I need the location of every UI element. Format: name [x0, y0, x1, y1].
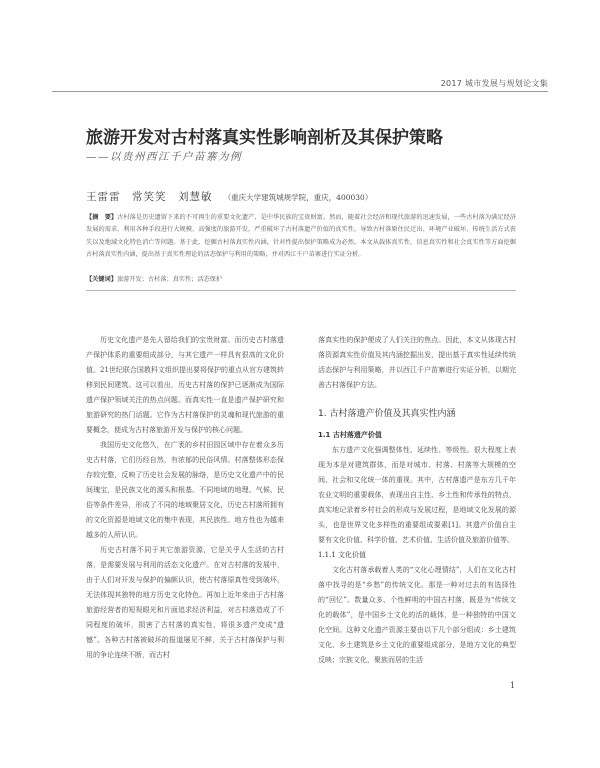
abstract-divider: [86, 290, 516, 291]
page-number: 1: [510, 681, 516, 690]
paper-title: 旅游开发对古村落真实性影响剖析及其保护策略: [86, 128, 443, 148]
body-paragraph: 历史古村落不同于其它旅游资源，它是关乎人生活的古村落，是需要发展与利用的活态文化遗产。在对古村落的发展中，由于人们对开发与保护的偏颇认识，使古村落原真性受到破坏，无法体现其独特的地方历史文化特色。再加上近年来由于古村落旅游经营者的短视眼光和片面追求经济利益，对古村落造成了不同程度的破坏，损害了古村落的真实性，将很多遗产变成“遗憾”。各种古村落被破坏的报道屡见不鲜，关于古村落保护与利用的争论连续不断，而古村: [86, 546, 284, 659]
author-affiliation: （重庆大学建筑城规学院，重庆，400030）: [223, 193, 373, 202]
body-column-right: [318, 333, 516, 668]
abstract: [86, 212, 516, 261]
keywords-text: 旅游开发；古村落；真实性；活态保护: [116, 276, 223, 283]
keywords-label: 【关键词】: [86, 276, 117, 283]
section-heading: 1. 古村落遗产价值及其真实性内涵: [318, 409, 456, 419]
running-header: [52, 79, 548, 92]
subsection-heading: 1.1 古村落遗产价值: [318, 431, 382, 439]
abstract-text: 古村落是历史遗留下来的不可再生的重要文化遗产，是中华民族的宝贵财富。然而，随着社会经济和现代旅游的迅速发展，一些古村落为满足经济发展的需求，利用各种手段进行大规模、高强度的旅游开发，严重破坏了古村落遗产价值的真实性，导致古村落原住民迁出、环境产业破坏、传统生活方式丧失以及地域文化特色消亡等问题。基于此，挖掘古村落真实性内涵，针对性提出保护策略成为必然。本文从载体真实性、信息真实性和社会真实性等方面挖掘古村落真实性内涵，提出基于真实性理论的活态保护与利用的策略，并对西江千户苗寨进行实证分析。: [86, 214, 517, 258]
subsubsection-heading: 1.1.1 文化价值: [318, 551, 367, 559]
body-paragraph: 我国历史文化悠久，在广袤的乡村田园区域中存在着众多历史古村落，它们历经自然，有浓郁的民俗风情。村落整体形态保存较完整，反映了历史社会发展的脉络，是历史文化遗产中的民间瑰宝，是民族文化的源头和根基。不同地域的地理、气候、民俗等条件差异，形成了不同的地域聚居文化，历史古村落所拥有的文化资源是地域文化的集中表现，其民族性、地方性也为越来越多的人所认识。: [86, 441, 284, 539]
author-names: 王雷雷 常笑笑 刘慧敏: [86, 191, 213, 203]
author-line: [86, 189, 372, 204]
body-paragraph: 东方遗产文化强调整体性、延续性、等级性。很大程度上表现为本是对建筑群体，而是对城市、村落、村落等大规模的空间、社会和文化统一体的重视。其中，古村落遗产是东方几千年农业文明的重要载体，表现出自主性、乡土性和传承性的特点，真实地记录着乡村社会的形成与发展过程，是地域文化发展的源头，也是世界文化多样性的重要组成要素[1]。其遗产价值自主要有文化价值、科学价值、艺术价值、生活价值及旅游价值等。: [318, 446, 516, 544]
body-paragraph: 历史文化遗产是先人留给我们的宝贵财富。而历史古村落遗产保护体系的重要组成部分，与其它遗产一样具有很高的文化价值。21世纪联合国教科文组织提出要将保护的重点从官方建筑转移到民间建筑。这可以看出，历史古村落的保护已逐渐成为国际遗产保护领域关注的热点问题。而真实性一直是遗产保护研究和旅游研究的热门话题。它作为古村落保护的灵魂和现代旅游的重要概念，便成为古村落旅游开发与保护的核心问题。: [86, 336, 284, 434]
body-paragraph: 落真实性的保护便成了人们关注的焦点。因此，本文从体现古村落资源真实性价值及其内涵挖掘出发，提出基于真实性延续传统活态保护与利用策略，并以西江千户苗寨进行实证分析，以期完善古村落保护方法。: [318, 336, 516, 389]
keywords: [86, 274, 516, 283]
body-paragraph: 文化古村落承载着人类的“文化心理情结”，人们在文化古村落中找寻的是“乡愁”的传统文化。那是一种对过去的有选择性的“回忆”。数量众多、个性鲜明的中国古村落，既是为“传统文化的载体”，是中国乡土文化的活的载体，是一种独特的中国文化空间。这种文化遗产资源主要由以下几个部分组成：乡土建筑文化、乡土建筑是乡土文化的重要组成部分，是地方文化的典型反映；宗族文化，聚族而居的生活: [318, 566, 516, 664]
paper-subtitle: ——以贵州西江千户苗寨为例: [86, 151, 242, 163]
running-header-text: 2017 城市发展与规划论文集: [440, 79, 548, 88]
body-column-left: [86, 333, 284, 663]
abstract-label: 【摘 要】: [86, 214, 118, 221]
